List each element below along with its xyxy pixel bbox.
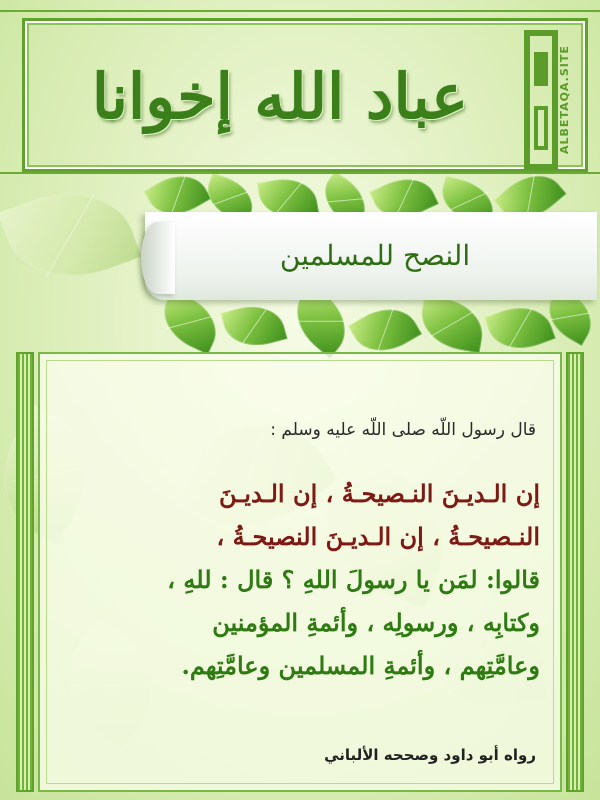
- header: [0, 0, 600, 180]
- banner-title: النصح للمسلمين: [279, 239, 471, 272]
- header-bottom-rule: [0, 172, 600, 174]
- hadith-line: قالوا: لمَن يا رسولَ اللهِ ؟ قال : للهِ ،: [167, 565, 540, 594]
- hadith-text: [56, 472, 540, 687]
- hadith-line: إن الـديـنَ النـصيحـةُ ، إن الـديـنَ: [219, 479, 540, 508]
- header-top-rule: [0, 10, 600, 12]
- site-logo[interactable]: [520, 30, 580, 178]
- banner-scroll-curl: [141, 222, 175, 294]
- title-banner: [145, 212, 597, 304]
- hadith-intro: قال رسول اللّه صلى اللّه عليه وسلم :: [270, 420, 536, 440]
- hadith-line: وكتابِه ، ورسولِه ، وأئمةِ المؤمنين: [212, 608, 540, 637]
- hadith-source: رواه أبو داود وصححه الألباني: [324, 746, 536, 764]
- hadith-line: النـصيحـةُ ، إن الـديـنَ النصيحـةُ ،: [216, 522, 540, 551]
- hadith-panel: [38, 352, 562, 792]
- logo-kufic-mark: [524, 30, 558, 170]
- header-calligraphy: عباد الله إخوانا: [91, 60, 469, 133]
- logo-site-name: ALBETAQA.SITE: [558, 45, 571, 155]
- right-pillar: [566, 352, 584, 792]
- left-pillar: [16, 352, 34, 792]
- hadith-line: وعامَّتِهم ، وأئمةِ المسلمين وعامَّتِهم.: [181, 651, 540, 680]
